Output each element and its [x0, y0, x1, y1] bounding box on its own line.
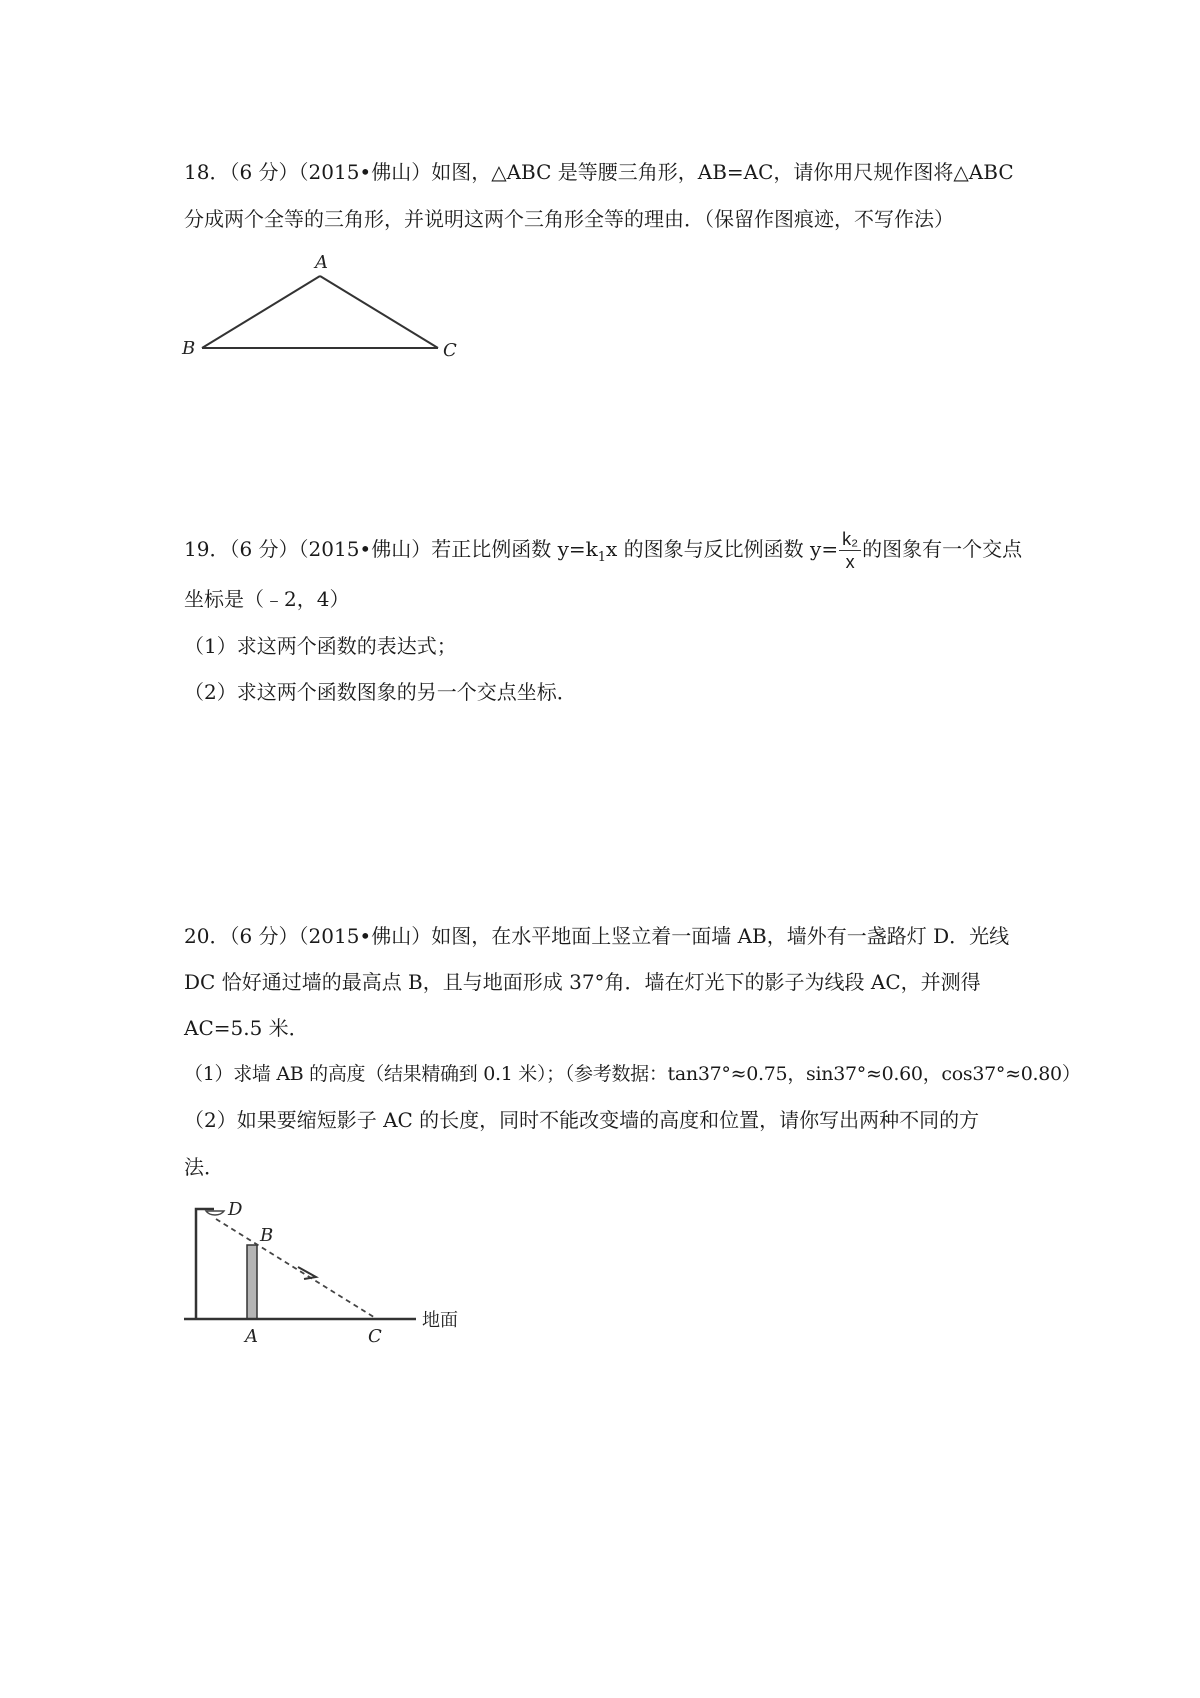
q20-lamp-wall-figure: [180, 1195, 480, 1345]
q19-part1: （1）求这两个函数的表达式；: [184, 634, 457, 658]
q19-k1-subscript: 1: [597, 550, 607, 565]
light-ray-dc: [216, 1219, 377, 1319]
lamp-label-d: D: [228, 1199, 243, 1220]
q19-fraction-denominator: x: [845, 552, 855, 572]
lamp-bulb-icon: [206, 1211, 224, 1215]
triangle-label-b: B: [182, 338, 196, 359]
q20-part2b: 法．: [184, 1155, 224, 1179]
q19-line2: 坐标是（﹣2，4）: [184, 587, 350, 611]
q20-part1: （1）求墙 AB 的高度（结果精确到 0.1 米）；（参考数据：tan37°≈0.75，sin37°≈0.60，cos37°≈0.80）: [184, 1063, 1081, 1085]
ray-arrow-icon: [298, 1267, 316, 1279]
q19-line1-post: 的图象有一个交点: [862, 537, 1023, 561]
q19-fraction-numerator: k₂: [839, 528, 861, 551]
triangle-label-c: C: [443, 340, 457, 361]
q20-line3: AC=5.5 米．: [184, 1016, 309, 1040]
q20-line1: 20．（6 分）（2015•佛山）如图，在水平地面上竖立着一面墙 AB，墙外有一盏路灯 D．光线: [184, 924, 1010, 948]
q19-line1-pre: 19．（6 分）（2015•佛山）若正比例函数 y=k: [184, 537, 598, 561]
ground-label: 地面: [422, 1310, 458, 1331]
wall-label-a: A: [245, 1326, 258, 1345]
shadow-label-c: C: [368, 1326, 382, 1345]
q19-fraction: [839, 528, 861, 573]
q18-triangle-figure: [180, 250, 470, 365]
q20-line2: DC 恰好通过墙的最高点 B，且与地面形成 37°角．墙在灯光下的影子为线段 AC，并测得: [184, 970, 981, 994]
triangle-side-ab: [202, 276, 320, 348]
q20-part2a: （2）如果要缩短影子 AC 的长度，同时不能改变墙的高度和位置，请你写出两种不同的方: [184, 1108, 980, 1132]
lamp-post: [196, 1209, 214, 1319]
wall-ab: [247, 1245, 257, 1319]
q18-line2: 分成两个全等的三角形，并说明这两个三角形全等的理由．（保留作图痕迹，不写作法）: [184, 207, 954, 231]
wall-label-b: B: [260, 1225, 274, 1246]
triangle-label-a: A: [315, 252, 328, 273]
triangle-side-ac: [320, 276, 438, 348]
q19-line1-mid: x 的图象与反比例函数 y=: [606, 537, 839, 561]
q19-part2: （2）求这两个函数图象的另一个交点坐标．: [184, 680, 577, 704]
q19-line1: [184, 528, 1024, 573]
q18-line1: 18．（6 分）（2015•佛山）如图，△ABC 是等腰三角形，AB=AC，请你用尺规作图将△ABC: [184, 160, 1014, 184]
